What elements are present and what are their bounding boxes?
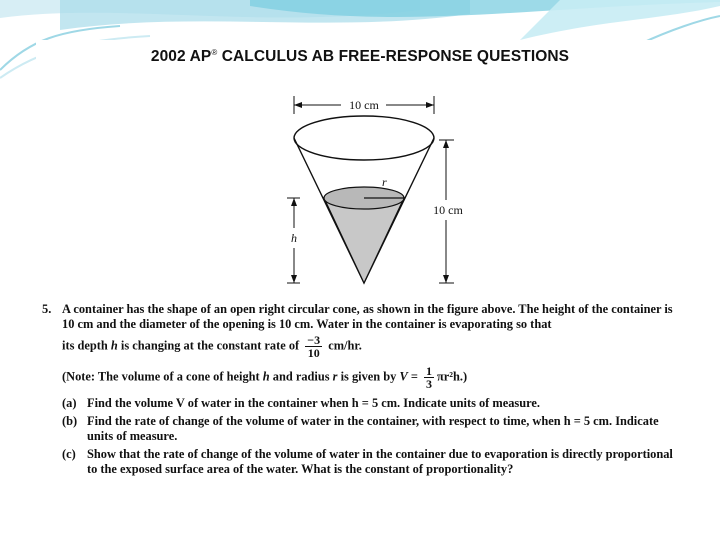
part-c-text: Show that the rate of change of the volume of water in the container due to evaporation is directly proportional to the exposed surface area of the water. What is the constant of proportionality? xyxy=(87,447,673,476)
rate-variable-h: h xyxy=(110,338,118,353)
part-a-text: Find the volume V of water in the container when h = 5 cm. Indicate units of measure. xyxy=(87,396,541,410)
note-text-a: (Note: The volume of a cone of height xyxy=(62,369,263,384)
height-arrow-bottom xyxy=(443,275,449,283)
part-b-label: (b) xyxy=(62,414,78,428)
part-c-label: (c) xyxy=(62,447,76,461)
rate-text-a: its depth xyxy=(62,338,111,353)
rate-fraction xyxy=(305,334,322,359)
note-formula: πr²h.) xyxy=(437,369,468,384)
width-arrow-right xyxy=(426,102,434,108)
note-text-c: is given by xyxy=(337,369,400,384)
header-suffix: CALCULUS AB FREE-RESPONSE QUESTIONS xyxy=(217,48,570,66)
volume-note xyxy=(62,365,678,390)
header-prefix: 2002 AP xyxy=(150,48,212,66)
cone-figure xyxy=(36,40,684,300)
depth-label: h xyxy=(291,231,297,245)
width-label: 10 cm xyxy=(349,98,379,112)
note-var-r: r xyxy=(332,369,338,384)
water-volume xyxy=(324,198,404,283)
problem-statement: A container has the shape of an open right circular cone, as shown in the figure above. The height of the container is 10 cm and the diameter of the opening is 10 cm. Water in the container is evaporating so that xyxy=(62,302,673,331)
note-numerator: 1 xyxy=(426,364,432,378)
depth-arrow-bottom xyxy=(291,275,297,283)
part-c xyxy=(62,447,678,477)
part-b-text: Find the rate of change of the volume of water in the container, with respect to time, when h = 5 cm. Indicate units of measure. xyxy=(87,414,659,443)
problem-5 xyxy=(42,302,678,477)
height-label: 10 cm xyxy=(433,203,463,217)
rate-denominator: 10 xyxy=(307,346,320,360)
note-denominator: 3 xyxy=(426,377,432,391)
part-a-label: (a) xyxy=(62,396,77,410)
problem-rate xyxy=(62,334,678,359)
width-arrow-left xyxy=(294,102,302,108)
rate-text-b: is changing at the constant rate of xyxy=(117,338,303,353)
height-arrow-top xyxy=(443,140,449,148)
note-text-b: and radius xyxy=(269,369,333,384)
registered-mark: ® xyxy=(211,48,218,57)
document-page xyxy=(36,40,684,512)
rate-numerator: −3 xyxy=(307,333,321,347)
part-b xyxy=(62,414,678,444)
part-a xyxy=(62,396,678,411)
radius-label: r xyxy=(382,175,387,189)
note-var-h: h xyxy=(262,369,270,384)
problem-number: 5. xyxy=(42,302,52,316)
rate-units: cm/hr. xyxy=(325,338,362,353)
note-fraction xyxy=(424,365,434,390)
problem-intro xyxy=(42,302,678,332)
cone-rim xyxy=(294,116,434,160)
depth-arrow-top xyxy=(291,198,297,206)
note-var-v: V xyxy=(399,369,408,384)
note-equals: = xyxy=(407,369,421,384)
